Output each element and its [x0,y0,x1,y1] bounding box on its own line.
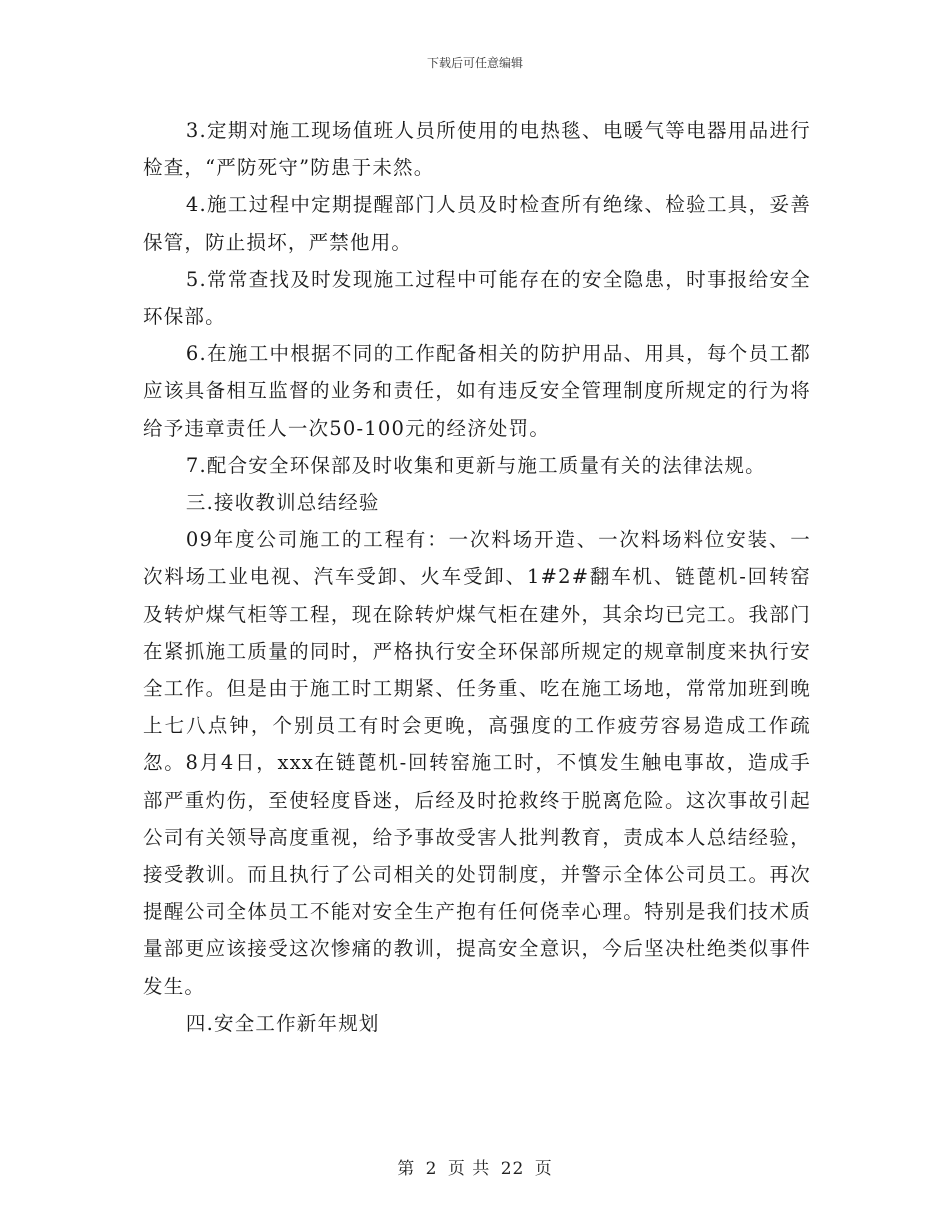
footer-total-pages: 22 [500,1159,525,1179]
document-body [143,112,811,1042]
header-note: 下载后可任意编辑 [426,56,523,70]
paragraph-item-3: 3.定期对施工现场值班人员所使用的电热毯、电暖气等电器用品进行检查，“严防死守”防患于未然。 [143,119,811,180]
footer-suffix: 页 [534,1159,553,1179]
paragraph-item-7: 7.配合安全环保部及时收集和更新与施工质量有关的法律法规。 [185,453,766,477]
page-footer [0,1154,950,1179]
paragraph-item-5: 5.常常查找及时发现施工过程中可能存在的安全隐患，时事报给安全环保部。 [143,267,811,329]
footer-prefix: 第 [397,1159,416,1179]
section-heading-4: 四.安全工作新年规划 [185,1011,380,1035]
paragraph-item-4: 4.施工过程中定期提醒部门人员及时检查所有绝缘、检验工具，妥善保管，防止损坏，严禁他用。 [143,193,811,254]
paragraph-summary: 09年度公司施工的工程有：一次料场开造、一次料场料位安装、一次料场工业电视、汽车受卸、火车受卸、1#2#翻车机、链蓖机-回转窑及转炉煤气柜等工程，现在除转炉煤气柜在建外，其余均已完工。我部门在紧抓施工质量的同时，严格执行安全环保部所规定的规章制度来执行安全工作。但是由于施工时工期紧、任务重、吃在施工场地，常常加班到晚上七八点钟，个别员工有时会更晚，高强度的工作疲劳容易造成工作疏忽。8月4日，xxx在链蓖机-回转窑施工时，不慎发生触电事故，造成手部严重灼伤，至使轻度昏迷，后经及时抢救终于脱离危险。这次事故引起公司有关领导高度重视，给予事故受害人批判教育，责成本人总结经验，接受教训。而且执行了公司相关的处罚制度，并警示全体公司员工。再次提醒公司全体员工不能对安全生产抱有任何侥幸心理。特别是我们技术质量部更应该接受这次惨痛的教训，提高安全意识，今后坚决杜绝类似事件发生。 [143,528,811,998]
section-heading-3: 三.接收教训总结经验 [185,491,380,515]
paragraph-item-6: 6.在施工中根据不同的工作配备相关的防护用品、用具，每个员工都应该具备相互监督的业务和责任，如有违反安全管理制度所规定的行为将给予违章责任人一次50-100元的经济处罚。 [143,342,811,440]
footer-middle: 页 共 [447,1159,491,1179]
footer-page-number: 2 [425,1159,438,1179]
